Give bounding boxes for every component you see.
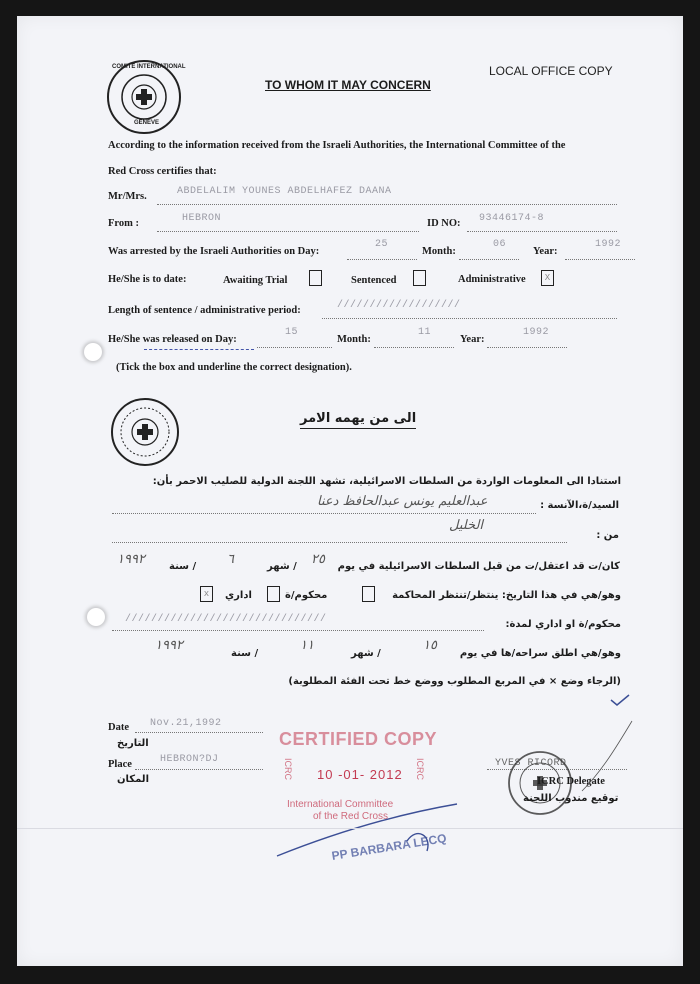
id-label: ID NO: [427,218,461,229]
from-label: From : [108,218,140,229]
stamp-side-right: ICRC [415,758,425,780]
place-value: HEBRON?DJ [160,754,219,765]
name-value: ABDELALIM YOUNES ABDELHAFEZ DAANA [177,186,392,197]
arabic-release-month-label: / شهر [351,648,381,659]
arabic-from-label: من : [596,530,619,541]
stamp-org-line-1: International Committee [287,799,394,810]
release-month: 11 [418,327,432,338]
arabic-arrest-month: ٦ [227,552,234,567]
sentenced-label: Sentenced [351,275,397,286]
date-value: Nov.21,1992 [150,718,222,729]
document-page [17,16,683,966]
arrest-year: 1992 [595,239,622,250]
released-label: He/She was released on Day: [108,334,237,345]
arabic-arrest-label: كان/ت قد اعتقل/ت من قبل السلطات الاسرائيلية في يوم [337,561,620,572]
fold-line [17,828,683,829]
underline-mark [144,349,254,350]
punch-hole-2 [87,608,105,626]
page-title: TO WHOM IT MAY CONCERN [265,78,431,92]
arabic-release-label: وهو/هي اطلق سراحه/ها في يوم [459,648,621,659]
stamp-side-left: ICRC [283,758,293,780]
arabic-title: الى من يهمه الامر [300,411,416,429]
delegate-label: ICRC Delegate [537,776,605,787]
awaiting-label: Awaiting Trial [223,275,288,286]
arrest-month-label: Month: [422,246,456,257]
punch-hole-1 [84,343,102,361]
arabic-arrest-day: ٢٥ [311,552,325,567]
arrest-month: 06 [493,239,507,250]
arrest-day: 25 [375,239,389,250]
certified-copy-stamp: CERTIFIED COPY [279,729,438,749]
arabic-name-handwritten: عبدالعليم يونس عبدالحافظ دعنا [317,494,488,509]
intro-line-1: According to the information received from the Israeli Authorities, the International Committee of the [108,140,566,151]
awaiting-checkbox [309,270,322,286]
length-value: /////////////////// [337,300,461,311]
arabic-sentenced-checkbox [267,586,280,602]
arabic-admin-label: اداري [225,590,252,601]
delegate-signature-stroke [577,716,637,796]
administrative-label: Administrative [458,274,526,285]
id-value: 93446174-8 [479,213,545,224]
arabic-month-label: / شهر [267,561,297,572]
date-label: Date [108,722,129,733]
seal-text-bottom: GENEVE [134,120,160,126]
arabic-release-year: ١٩٩٢ [155,638,183,653]
blue-signature-scribble [267,796,467,866]
release-month-label: Month: [337,334,371,345]
administrative-mark: X [544,273,551,283]
arabic-status-label: وهو/هي في هذا التاريخ: ينتظر/تنتظر المحاكمة [392,590,621,601]
arabic-length-value: /////////////////////////////// [125,614,327,625]
release-year: 1992 [523,327,550,338]
arabic-length-label: محكوم/ة او اداري لمدة: [505,619,621,630]
arrest-year-label: Year: [533,246,558,257]
arabic-from-handwritten: الخليل [449,518,484,533]
arrested-label: Was arrested by the Israeli Authorities on Day: [108,246,320,257]
blue-signature-stamp: PP BARBARA LECQ [330,831,448,863]
arabic-intro: استنادا الى المعلومات الواردة من السلطات الاسرائيلية، تشهد اللجنة الدولية للصليب الاحمر بأن: [152,476,621,487]
administrative-checkbox [541,270,554,286]
intro-line-2: Red Cross certifies that: [108,166,217,177]
release-day: 15 [285,327,299,338]
sentenced-checkbox [413,270,426,286]
length-label: Length of sentence / administrative period: [108,305,301,316]
blue-check-icon [609,692,631,708]
arabic-awaiting-checkbox [362,586,375,602]
arabic-admin-mark: x [203,589,210,599]
arabic-release-day: ١٥ [423,638,437,653]
arabic-name-label: السيد/ة،الآنسة : [540,500,619,511]
date-arabic-label: التاريخ [117,738,149,749]
delegate-name: YVES RICORD [495,758,567,769]
place-arabic-label: المكان [117,774,149,785]
from-value: HEBRON [182,213,222,224]
arabic-release-month: ١١ [300,638,314,653]
arabic-admin-checkbox [200,586,213,602]
arabic-note: (الرجاء وضع × في المربع المطلوب ووضع خط تحت الفئة المطلوبة) [288,676,621,687]
tick-note: (Tick the box and underline the correct designation). [116,362,352,373]
arabic-sentenced-label: محكوم/ة [285,590,328,601]
copy-label: LOCAL OFFICE COPY [489,64,613,78]
delegate-arabic-label: توقيع مندوب اللجنة [523,793,619,804]
stamp-org-line-2: of the Red Cross [313,811,389,822]
place-label: Place [108,759,132,770]
status-label: He/She is to date: [108,274,187,285]
seal-text-top: COMITE INTERNATIONAL [112,64,186,70]
arabic-seal-icon [109,396,181,468]
name-label: Mr/Mrs. [108,191,147,202]
release-year-label: Year: [460,334,485,345]
arabic-release-year-label: / سنة [231,648,259,659]
arabic-arrest-year: ١٩٩٢ [117,552,145,567]
certified-stamp-date: 10 -01- 2012 [317,767,403,782]
arabic-year-label: / سنة [169,561,197,572]
